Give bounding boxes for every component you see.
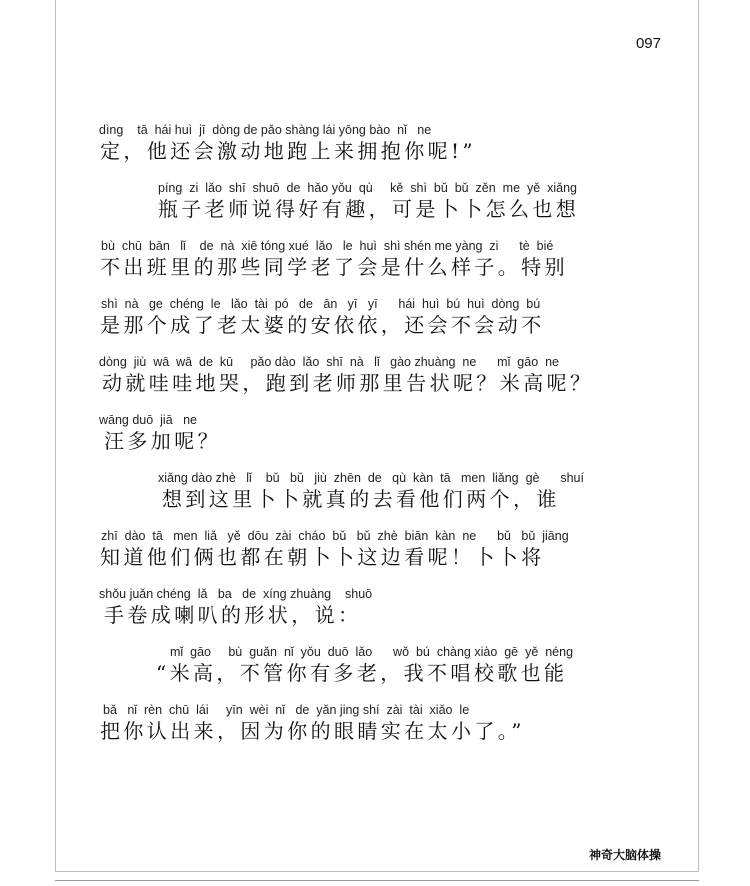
hanzi-row: 知道他们俩也都在朝卜卜这边看呢！卜卜将 [100,545,545,569]
pinyin-row: bù chū bān lǐ de nà xiē tóng xué lǎo le huì shì shén me yàng zi tè bié [101,239,554,253]
hanzi-row: 是那个成了老太婆的安依依，还会不会动不 [100,313,545,337]
hanzi-row: 把你认出来，因为你的眼睛实在太小了。” [100,719,525,743]
pinyin-row: dòng jiù wā wā de kū pǎo dào lǎo shī nà lǐ gào zhuàng ne mǐ gāo ne [99,355,560,369]
hanzi-row: 定，他还会激动地跑上来拥抱你呢!” [100,139,477,163]
hanzi-row: 汪多加呢？ [104,429,221,453]
hanzi-row: 动就哇哇地哭，跑到老师那里告状呢？米高呢？ [102,371,594,395]
hanzi-row: 不出班里的那些同学老了会是什么样子。特别 [100,255,568,279]
pinyin-row: wāng duō jiā ne [99,413,197,427]
hanzi-row: “米高，不管你有多老，我不唱校歌也能 [156,661,568,685]
book-title-footer: 神奇大脑体操 [588,848,661,862]
hanzi-row: 想到这里卜卜就真的去看他们两个，谁 [162,487,560,511]
pinyin-row: shǒu juǎn chéng lǎ ba de xíng zhuàng shuō [99,587,373,601]
page-number: 097 [635,35,661,52]
hanzi-row: 瓶子老师说得好有趣，可是卜卜怎么也想 [158,197,580,221]
pinyin-row: bǎ nǐ rèn chū lái yīn wèi nǐ de yǎn jing shí zài tài xiǎo le [103,703,470,717]
pinyin-row: mǐ gāo bù guǎn nǐ yǒu duō lǎo wǒ bú chàng xiào gē yě néng [170,645,574,659]
pinyin-row: shì nà ge chéng le lǎo tài pó de ān yī yī hái huì bú huì dòng bú [101,297,541,311]
pinyin-row: dìng tā hái huì jī dòng de pǎo shàng lái yōng bào nǐ ne [99,123,432,137]
page-bottom-edge [55,880,699,881]
pinyin-row: píng zi lǎo shī shuō de hǎo yǒu qù kě shì bǔ bǔ zěn me yě xiǎng [158,181,578,195]
pinyin-row: xiǎng dào zhè lǐ bǔ bǔ jiù zhēn de qù kàn tā men liǎng gè shuí [158,471,584,485]
pinyin-row: zhī dào tā men liǎ yě dōu zài cháo bǔ bǔ zhè biān kàn ne bǔ bǔ jiāng [101,529,569,543]
hanzi-row: 手卷成喇叭的形状，说： [104,603,362,627]
